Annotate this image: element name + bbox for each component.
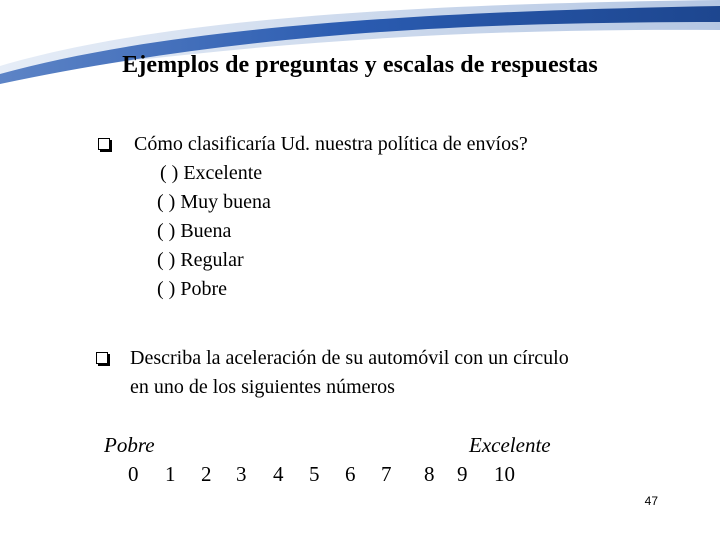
scale-number: 4 <box>273 462 284 486</box>
scale-number: 9 <box>457 462 468 486</box>
option-excelente: ( ) Excelente <box>160 162 263 184</box>
page-number: 47 <box>644 494 658 508</box>
scale-low-label: Pobre <box>104 433 155 457</box>
scale-number: 7 <box>381 462 392 486</box>
scale-number: 6 <box>345 462 356 486</box>
option-buena: ( ) Buena <box>157 220 232 242</box>
question-1-text: Cómo clasificaría Ud. nuestra política de envíos? <box>134 133 528 155</box>
checkbox-bullet-icon <box>96 352 108 364</box>
slide-title: Ejemplos de preguntas y escalas de respuestas <box>122 52 598 78</box>
question-2-line-2: en uno de los siguientes números <box>130 376 395 398</box>
scale-number: 8 <box>424 462 435 486</box>
scale-number: 0 <box>128 462 139 486</box>
scale-number: 1 <box>165 462 176 486</box>
question-2-line-1: Describa la aceleración de su automóvil con un círculo <box>130 347 569 369</box>
scale-number: 2 <box>201 462 212 486</box>
option-pobre: ( ) Pobre <box>157 278 227 300</box>
scale-number: 10 <box>494 462 515 486</box>
option-regular: ( ) Regular <box>157 249 244 271</box>
option-muy-buena: ( ) Muy buena <box>157 191 271 213</box>
scale-high-label: Excelente <box>469 433 551 457</box>
checkbox-bullet-icon <box>98 138 110 150</box>
scale-number: 5 <box>309 462 320 486</box>
scale-number: 3 <box>236 462 247 486</box>
